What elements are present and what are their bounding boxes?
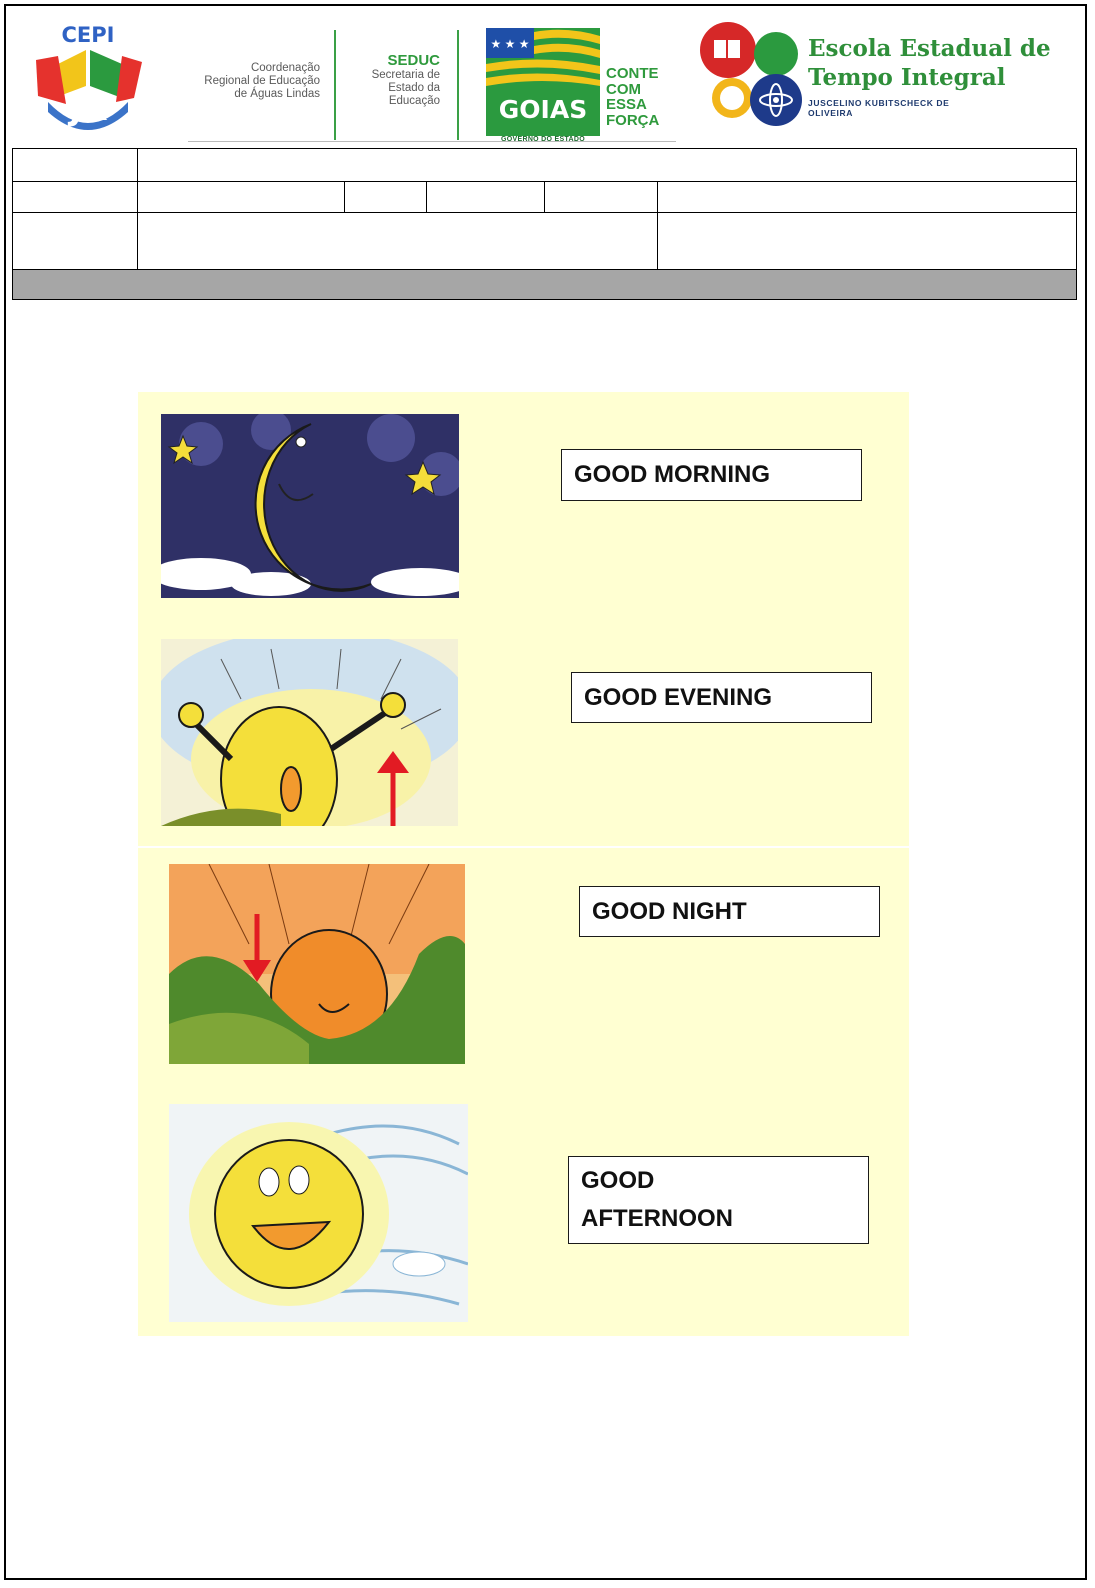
sun-rising-picture <box>161 639 458 826</box>
seduc-line: Estado da <box>388 82 440 94</box>
school-subtitle-line: OLIVEIRA <box>808 108 853 118</box>
form-field-cell[interactable] <box>138 182 345 213</box>
header-underline <box>188 141 676 142</box>
header-divider <box>457 30 459 140</box>
form-label-cell <box>345 182 427 213</box>
seduc-block <box>340 52 440 108</box>
slogan-line: FORÇA <box>606 111 660 129</box>
form-label-cell <box>13 182 138 213</box>
school-title <box>808 34 1068 92</box>
goias-flag-logo <box>486 28 600 136</box>
label-good-morning: GOOD MORNING <box>561 449 862 501</box>
form-field-cell[interactable] <box>138 213 658 270</box>
label-good-afternoon-text <box>581 1162 733 1238</box>
label-good-evening: GOOD EVENING <box>571 672 872 723</box>
slogan-line: ESSA <box>606 96 647 113</box>
school-subtitle-line: JUSCELINO KUBITSCHECK DE <box>808 98 950 108</box>
school-title-line: Escola Estadual de <box>808 35 1051 62</box>
form-label-cell <box>545 182 658 213</box>
form-field-cell[interactable] <box>658 213 1077 270</box>
section-header-bar <box>13 270 1077 300</box>
label-good-night: GOOD NIGHT <box>579 886 880 937</box>
svg-text:CEPI: CEPI <box>61 23 115 47</box>
student-info-table <box>12 148 1077 300</box>
svg-text:JK: JK <box>69 90 107 128</box>
cre-line: Coordenação <box>250 62 320 74</box>
form-label-cell <box>13 149 138 182</box>
slogan-block <box>606 66 676 128</box>
school-subtitle <box>808 98 1008 118</box>
svg-text:★ ★ ★: ★ ★ ★ <box>490 37 530 51</box>
label-good-afternoon-line: AFTERNOON <box>581 1205 733 1232</box>
cre-text <box>186 62 320 101</box>
form-label-cell <box>13 213 138 270</box>
seduc-title: SEDUC <box>387 52 440 69</box>
goias-government-text: GOVERNO DO ESTADO <box>501 136 585 143</box>
label-good-afternoon <box>568 1156 869 1244</box>
form-field-cell[interactable] <box>427 182 545 213</box>
school-title-line: Tempo Integral <box>808 64 1006 91</box>
slogan-line: COM <box>606 80 641 98</box>
moon-night-picture <box>161 414 459 598</box>
seduc-line: Secretaria de <box>371 69 440 81</box>
form-field-cell[interactable] <box>658 182 1077 213</box>
cre-line: de Águas Lindas <box>234 88 320 100</box>
escola-estadual-logo <box>696 18 808 130</box>
cepi-jk-logo <box>26 16 150 138</box>
header-divider <box>334 30 336 140</box>
form-field-cell[interactable] <box>138 149 1077 182</box>
sun-smiling-picture <box>169 1104 468 1322</box>
sun-setting-picture <box>169 864 465 1064</box>
slogan-line: CONTE <box>606 65 659 82</box>
svg-text:GOIAS: GOIAS <box>498 95 588 124</box>
cre-line: Regional de Educação <box>204 75 320 87</box>
label-good-afternoon-line: GOOD <box>581 1167 655 1194</box>
seduc-line: Educação <box>388 95 440 107</box>
